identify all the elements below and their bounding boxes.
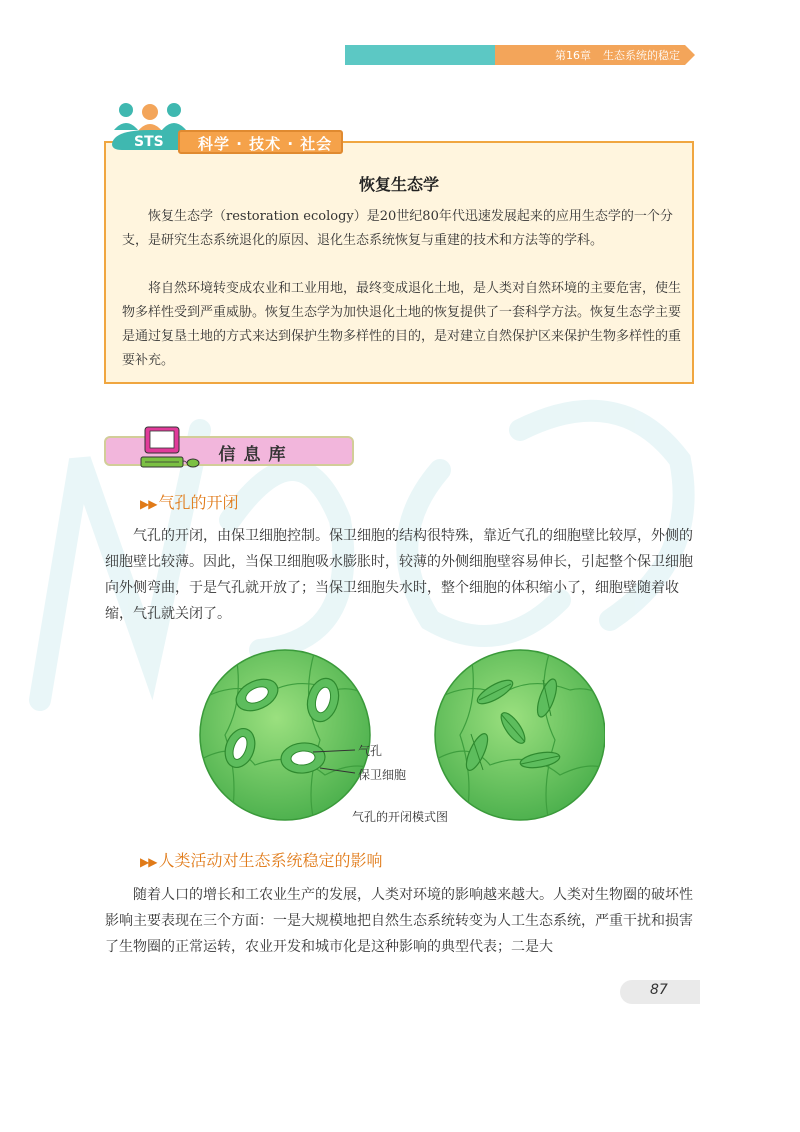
figure-caption: 气孔的开闭模式图 [351,810,448,824]
sts-paragraph-2: 将自然环境转变成农业和工业用地，最终变成退化土地，是人类对自然环境的主要危害，使生物多样性受到严重威胁。恢复生态学为加快退化土地的恢复提供了一套科学方法。恢复生态学主要是通过复垦土地的方式来达到保护生物多样性的目的，是对建立自然保护区来保护生物多样性的重要补充。 [122,281,682,368]
page-number: 87 [650,982,668,998]
header-teal-band [345,45,495,65]
header-arrow-tip [685,45,695,65]
stomata-figure [195,640,605,825]
label-stoma: 气孔 [358,744,383,758]
sts-label-tab [178,130,343,154]
info-library-title: 信息库 [218,445,294,465]
section-heading-stomata [140,490,238,513]
chapter-title: 生态系统的稳定 [603,49,680,62]
open-stomata-view [200,650,375,825]
sts-paragraph-1: 恢复生态学（restoration ecology）是20世纪80年代迅速发展起来的应用生态学的一个分支，是研究生态系统退化的原因、退化生态系统恢复与重建的技术和方法等的学科。 [122,209,673,248]
sts-badge: STS [134,134,164,150]
section-heading-human-impact [140,848,382,871]
closed-stomata-view [435,650,605,825]
computer-icon [135,423,205,473]
chapter-header [555,47,680,63]
stomata-paragraph: 气孔的开闭，由保卫细胞控制。保卫细胞的结构很特殊，靠近气孔的细胞壁比较厚，外侧的细胞壁比较薄。因此，当保卫细胞吸水膨胀时，较薄的外侧细胞壁容易伸长，引起整个保卫细胞向外侧弯曲，于是气孔就开放了；当保卫细胞失水时，整个细胞的体积缩小了，细胞壁随着收缩，气孔就关闭了。 [105,528,693,622]
sts-label-text: 科学 · 技术 · 社会 [198,135,333,153]
section-heading-stomata-text: 气孔的开闭 [158,493,239,512]
chapter-number: 第16章 [555,49,591,62]
sts-title: 恢复生态学 [358,175,439,194]
label-guard-cell: 保卫细胞 [358,768,407,782]
double-arrow-icon: ▶▶ [140,497,157,511]
section-heading-human-impact-text: 人类活动对生态系统稳定的影响 [158,851,383,870]
human-impact-paragraph: 随着人口的增长和工农业生产的发展，人类对环境的影响越来越大。人类对生物圈的破坏性影响主要表现在三个方面：一是大规模地把自然生态系统转变为人工生态系统，严重干扰和损害了生物圈的正常运转，农业开发和城市化是这种影响的典型代表；二是大 [105,887,693,955]
double-arrow-icon: ▶▶ [140,855,157,869]
